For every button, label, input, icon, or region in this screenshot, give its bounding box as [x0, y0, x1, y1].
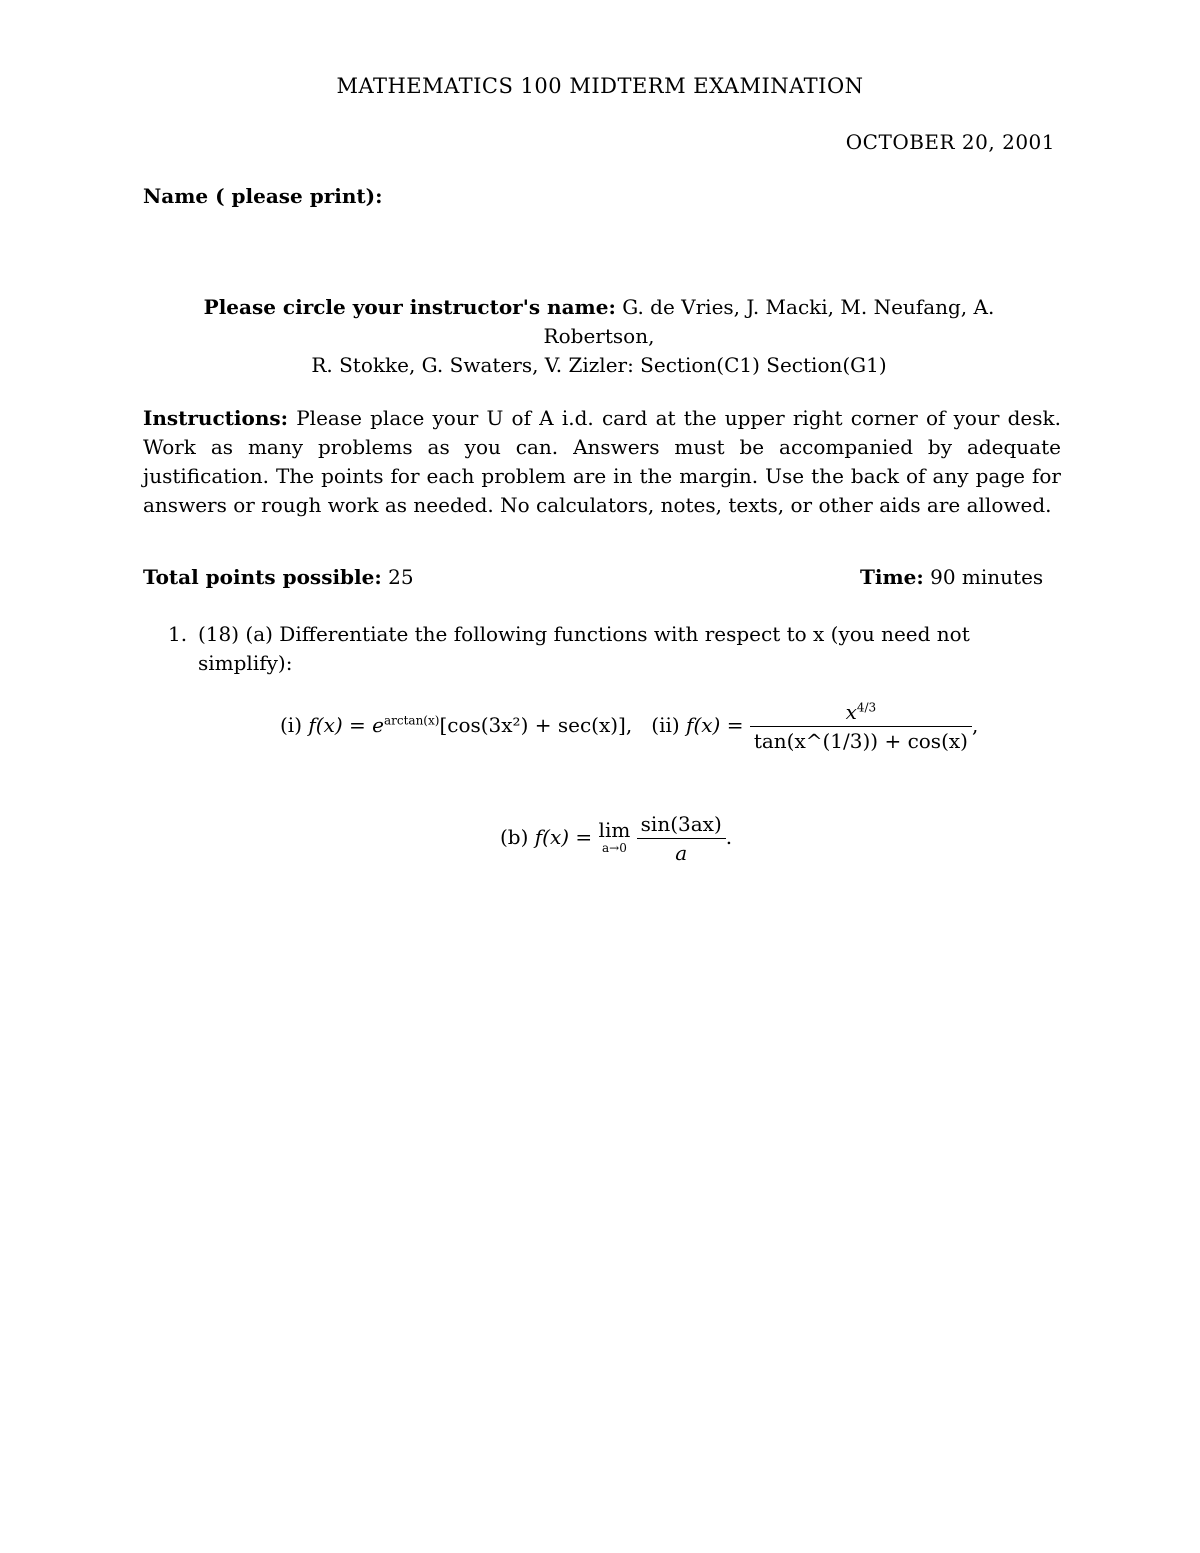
part-i-label: (i) — [280, 713, 303, 737]
part-ii-num-exponent: 4/3 — [856, 700, 877, 715]
part-ii-lhs: f(x) = — [686, 713, 744, 737]
part-b-end: . — [725, 825, 733, 849]
exam-title: MATHEMATICS 100 MIDTERM EXAMINATION — [336, 74, 864, 98]
formula-row-1 — [280, 700, 980, 753]
instructor-label: Please circle your instructor's name: — [203, 295, 616, 319]
part-ii-label: (ii) — [651, 713, 680, 737]
name-label: Name ( please print): — [143, 184, 383, 208]
exam-date: OCTOBER 20, 2001 — [845, 130, 1055, 154]
part-b-denominator — [637, 839, 726, 865]
part-i-lhs: f(x) = e — [308, 713, 384, 737]
part-ii-numerator — [750, 700, 972, 727]
part-b-fraction — [637, 812, 726, 865]
limit-text: lim — [598, 817, 631, 842]
instructor-names-line1: G. de Vries, J. Macki, M. Neufang, A. — [622, 295, 995, 319]
instructions-text: Please place your U of A i.d. card at the upper right corner of your desk. Work as many problems as you can. Answers must be accompanied by adequate justification. The points for each problem are in the margin. Use the back of any page for answers or rough work as needed. No calculators, notes, texts, or other aids are allowed. — [143, 406, 1061, 517]
part-ii-num-base: x — [845, 700, 857, 724]
instructor-section — [143, 293, 1055, 380]
limit-subscript: a→0 — [602, 840, 627, 855]
part-ii-fraction — [750, 700, 972, 753]
time-value: 90 minutes — [930, 565, 1044, 589]
total-points — [143, 565, 414, 589]
formula-row-2 — [500, 812, 800, 865]
part-ii-end: , — [971, 713, 979, 737]
question-number: 1. — [168, 622, 188, 646]
part-b-numerator: sin(3ax) — [637, 812, 726, 839]
instructor-names-line3: R. Stokke, G. Swaters, V. Zizler: Section(C1) Section(G1) — [311, 353, 887, 377]
limit-operator — [598, 817, 631, 857]
time-limit — [860, 565, 1043, 589]
part-b-den-var: a — [675, 841, 688, 865]
part-i-rest: [cos(3x²) + sec(x)], — [439, 713, 633, 737]
points-value: 25 — [388, 565, 414, 589]
points-label: Total points possible: — [143, 565, 382, 589]
question-text: (18) (a) Differentiate the following functions with respect to x (you need not simplify): — [198, 622, 970, 675]
name-field — [143, 184, 382, 208]
instructions-label: Instructions: — [143, 406, 289, 430]
part-b-lhs: f(x) = — [534, 825, 593, 849]
instructor-names-line2: Robertson, — [543, 324, 655, 348]
time-label: Time: — [860, 565, 924, 589]
part-ii-denominator: tan(x^(1/3)) + cos(x) — [753, 729, 968, 753]
part-b-label: (b) — [500, 825, 529, 849]
instructions-block — [143, 404, 1061, 520]
part-i-exponent: arctan(x) — [383, 713, 440, 728]
